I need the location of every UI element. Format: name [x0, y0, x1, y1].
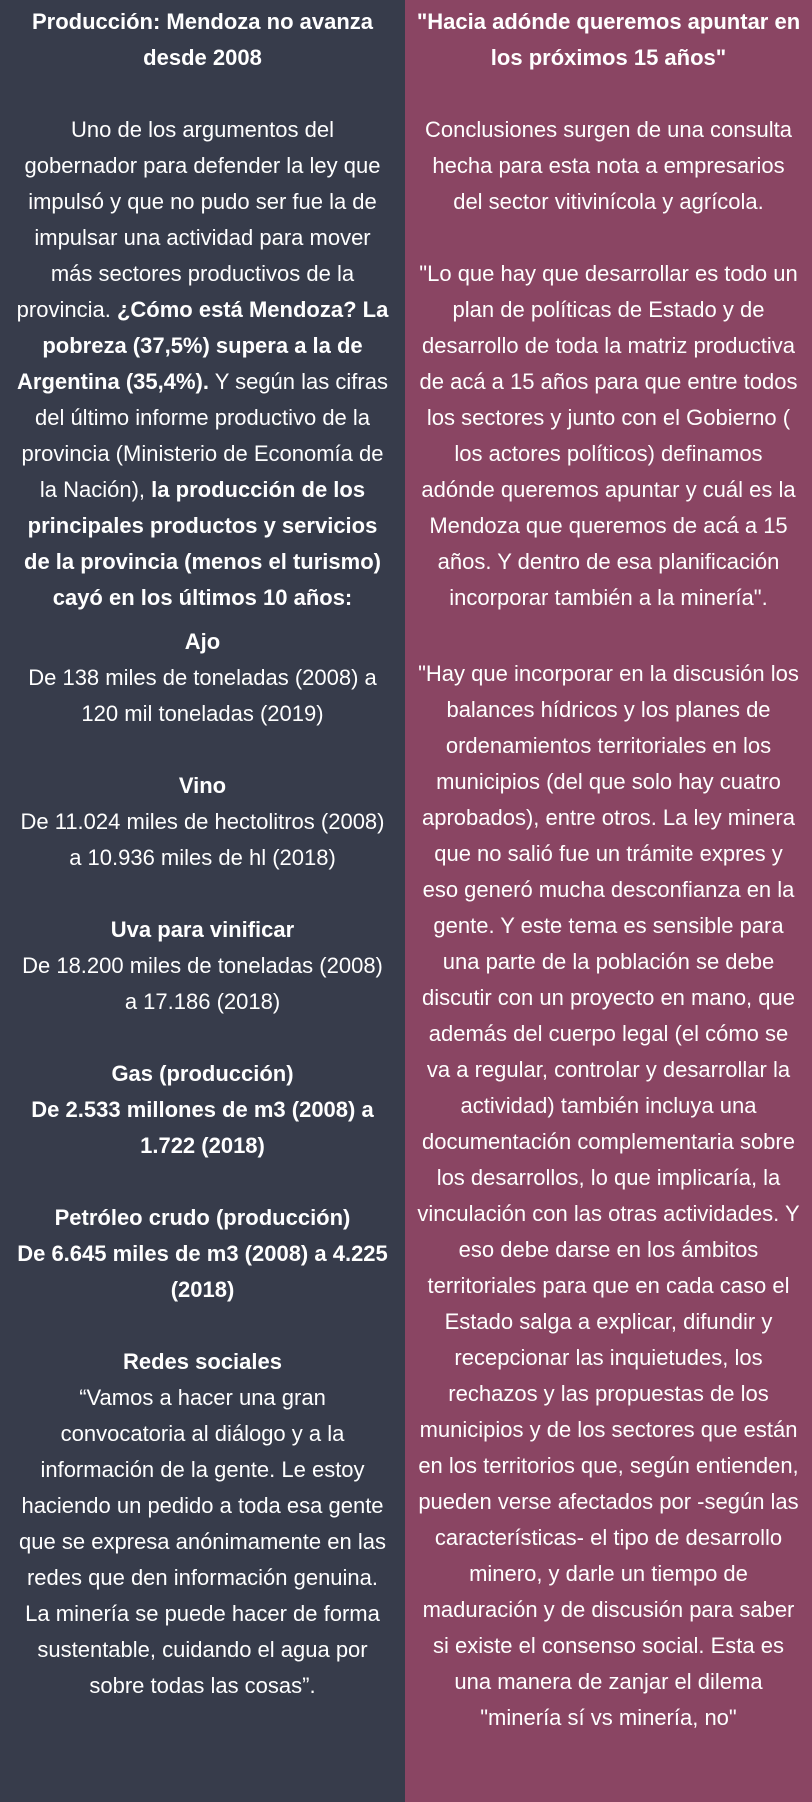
- product-figures: De 138 miles de toneladas (2008) a 120 mil toneladas (2019): [28, 665, 377, 726]
- product-figures: De 6.645 miles de m3 (2008) a 4.225 (2018): [17, 1241, 388, 1302]
- business-quote-plan: "Lo que hay que desarrollar es todo un plan de políticas de Estado y de desarrollo de toda la matriz productiva de acá a 15 años para que entre todos los sectores y junto con el Gobierno ( los actores políticos) definamos adónde queremos apuntar y cuál es la Mendoza que queremos de acá a 15 años. Y dentro de esa planificación incorporar también a la minería".: [419, 261, 798, 610]
- product-name: Petróleo crudo (producción): [54, 1205, 351, 1230]
- production-column: [0, 0, 405, 1802]
- product-figures: De 18.200 miles de toneladas (2008) a 17.186 (2018): [22, 953, 383, 1014]
- intro-production-bold: la producción de los principales productos y servicios de la provincia (menos el turismo) cayó en los últimos 10 años:: [24, 477, 381, 610]
- product-figures: De 11.024 miles de hectolitros (2008) a 10.936 miles de hl (2018): [20, 809, 385, 870]
- social-heading: Redes sociales: [123, 1349, 282, 1374]
- product-figures: De 2.533 millones de m3 (2008) a 1.722 (2018): [31, 1097, 374, 1158]
- business-paragraph: Conclusiones surgen de una consulta hecha para esta nota a empresarios del sector vitivinícola y agrícola.: [425, 117, 792, 214]
- production-heading: Producción: Mendoza no avanza desde 2008: [31, 9, 374, 70]
- product-name: Uva para vinificar: [110, 917, 295, 942]
- intro-poverty-bold: ¿Cómo está Mendoza? La pobreza (37,5%) supera a la de Argentina (35,4%).: [17, 297, 389, 394]
- product-name: Ajo: [184, 629, 221, 654]
- production-intro: [14, 112, 391, 616]
- intro-text-c: Y según las cifras del último informe productivo de la provincia (Ministerio de Economía de la Nación),: [21, 369, 388, 502]
- business-heading: "Hacia adónde queremos apuntar en los próximos 15 años": [416, 9, 801, 70]
- intro-text-a: Uno de los argumentos del gobernador para defender la ley que impulsó y que no pudo ser fue la de impulsar una actividad para mover más sectores productivos de la provincia.: [16, 117, 381, 322]
- business-quote-discussion: "Hay que incorporar en la discusión los balances hídricos y los planes de ordenamientos territoriales en los municipios (del que solo hay cuatro aprobados), entre otros. La ley minera que no salió fue un trámite expres y eso generó mucha desconfianza en la gente. Y este tema es sensible para una parte de la población se debe discutir con un proyecto en mano, que además del cuerpo legal (el cómo se va a regular, controlar y desarrollar la actividad) también incluya una documentación complementaria sobre los desarrollos, lo que implicaría, la vinculación con las otras actividades. Y eso debe darse en los ámbitos territoriales para que en cada caso el Estado salga a explicar, difundir y recepcionar las inquietudes, los rechazos y las propuestas de los municipios y de los sectores que están en los territorios que, según entienden, pueden verse afectados por -según las características- el tipo de desarrollo minero, y darle un tiempo de maduración y de discusión para saber si existe el consenso social. Esta es una manera de zanjar el dilema "minería sí vs minería, no": [417, 661, 800, 1730]
- product-name: Gas (producción): [111, 1061, 294, 1086]
- product-name: Vino: [178, 773, 227, 798]
- business-column: [405, 0, 812, 1802]
- social-quote: “Vamos a hacer una gran convocatoria al diálogo y a la información de la gente. Le estoy haciendo un pedido a toda esa gente que se expresa anónimamente en las redes que den información genuina. La minería se puede hacer de forma sustentable, cuidando el agua por sobre todas las cosas”.: [19, 1385, 386, 1698]
